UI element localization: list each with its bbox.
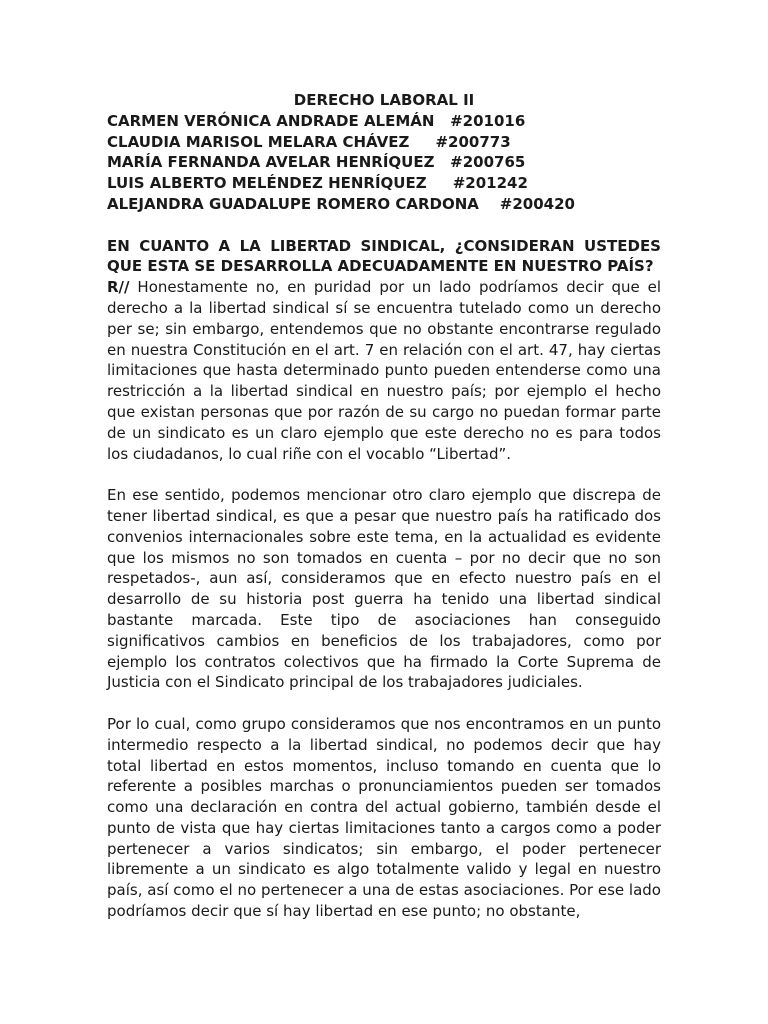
body-paragraph: Por lo cual, como grupo consideramos que nos encontramos en un punto intermedio respecto a la libertad sindical, no podemos decir que hay total libertad en estos momentos, incluso tomando en cuenta que lo referente a posibles marchas o pronunciamientos pueden ser tomados como una declaración en contra del actual gobierno, también desde el punto de vista que hay ciertas limitaciones tanto a cargos como a poder pertenecer a varios sindicatos; sin embargo, el poder pertenecer libremente a un sindicato es algo totalmente valido y legal en nuestro país, así como el no pertenecer a una de estas asociaciones. Por ese lado podríamos decir que sí hay libertad en ese punto; no obstante, bbox=[107, 714, 661, 921]
author-line: CARMEN VERÓNICA ANDRADE ALEMÁN #201016 bbox=[107, 111, 526, 130]
document-title: DERECHO LABORAL II bbox=[293, 91, 475, 109]
paragraph-gap bbox=[107, 693, 661, 714]
paragraph-gap bbox=[107, 464, 661, 485]
author-line: LUIS ALBERTO MELÉNDEZ HENRÍQUEZ #201242 bbox=[107, 174, 528, 193]
author-line: MARÍA FERNANDA AVELAR HENRÍQUEZ #200765 bbox=[107, 153, 526, 172]
answer-paragraph bbox=[107, 277, 661, 464]
answer-text: Honestamente no, en puridad por un lado podríamos decir que el derecho a la libertad sindical sí se encuentra tutelado como un derecho per se; sin embargo, entendemos que no obstante encontrarse regulado en nuestra Constitución en el art. 7 en relación con el art. 47, hay ciertas limitaciones que hasta determinado punto pueden entenderse como una restricción a la libertad sindical en nuestro país; por ejemplo el hecho que existan personas que por razón de su cargo no puedan formar parte de un sindicato es un claro ejemplo que este derecho no es para todos los ciudadanos, lo cual riñe con el vocablo “Libertad”. bbox=[107, 278, 661, 463]
author-list bbox=[107, 111, 661, 215]
document-page bbox=[107, 90, 661, 922]
author-line: ALEJANDRA GUADALUPE ROMERO CARDONA #200420 bbox=[107, 194, 575, 213]
question-heading: EN CUANTO A LA LIBERTAD SINDICAL, ¿CONSIDERAN USTEDES QUE ESTA SE DESARROLLA ADECUADAMENTE EN NUESTRO PAÍS? bbox=[107, 236, 661, 276]
spacer bbox=[107, 215, 661, 236]
answer-label: R// bbox=[107, 278, 130, 297]
body-paragraph: En ese sentido, podemos mencionar otro claro ejemplo que discrepa de tener libertad sindical, es que a pesar que nuestro país ha ratificado dos convenios internacionales sobre este tema, en la actualidad es evidente que los mismos no son tomados en cuenta – por no decir que no son respetados-, aun así, consideramos que en efecto nuestro país en el desarrollo de su historia post guerra ha tenido una libertad sindical bastante marcada. Este tipo de asociaciones han conseguido significativos cambios en beneficios de los trabajadores, como por ejemplo los contratos colectivos que ha firmado la Corte Suprema de Justicia con el Sindicato principal de los trabajadores judiciales. bbox=[107, 486, 661, 692]
author-line: CLAUDIA MARISOL MELARA CHÁVEZ #200773 bbox=[107, 132, 511, 151]
